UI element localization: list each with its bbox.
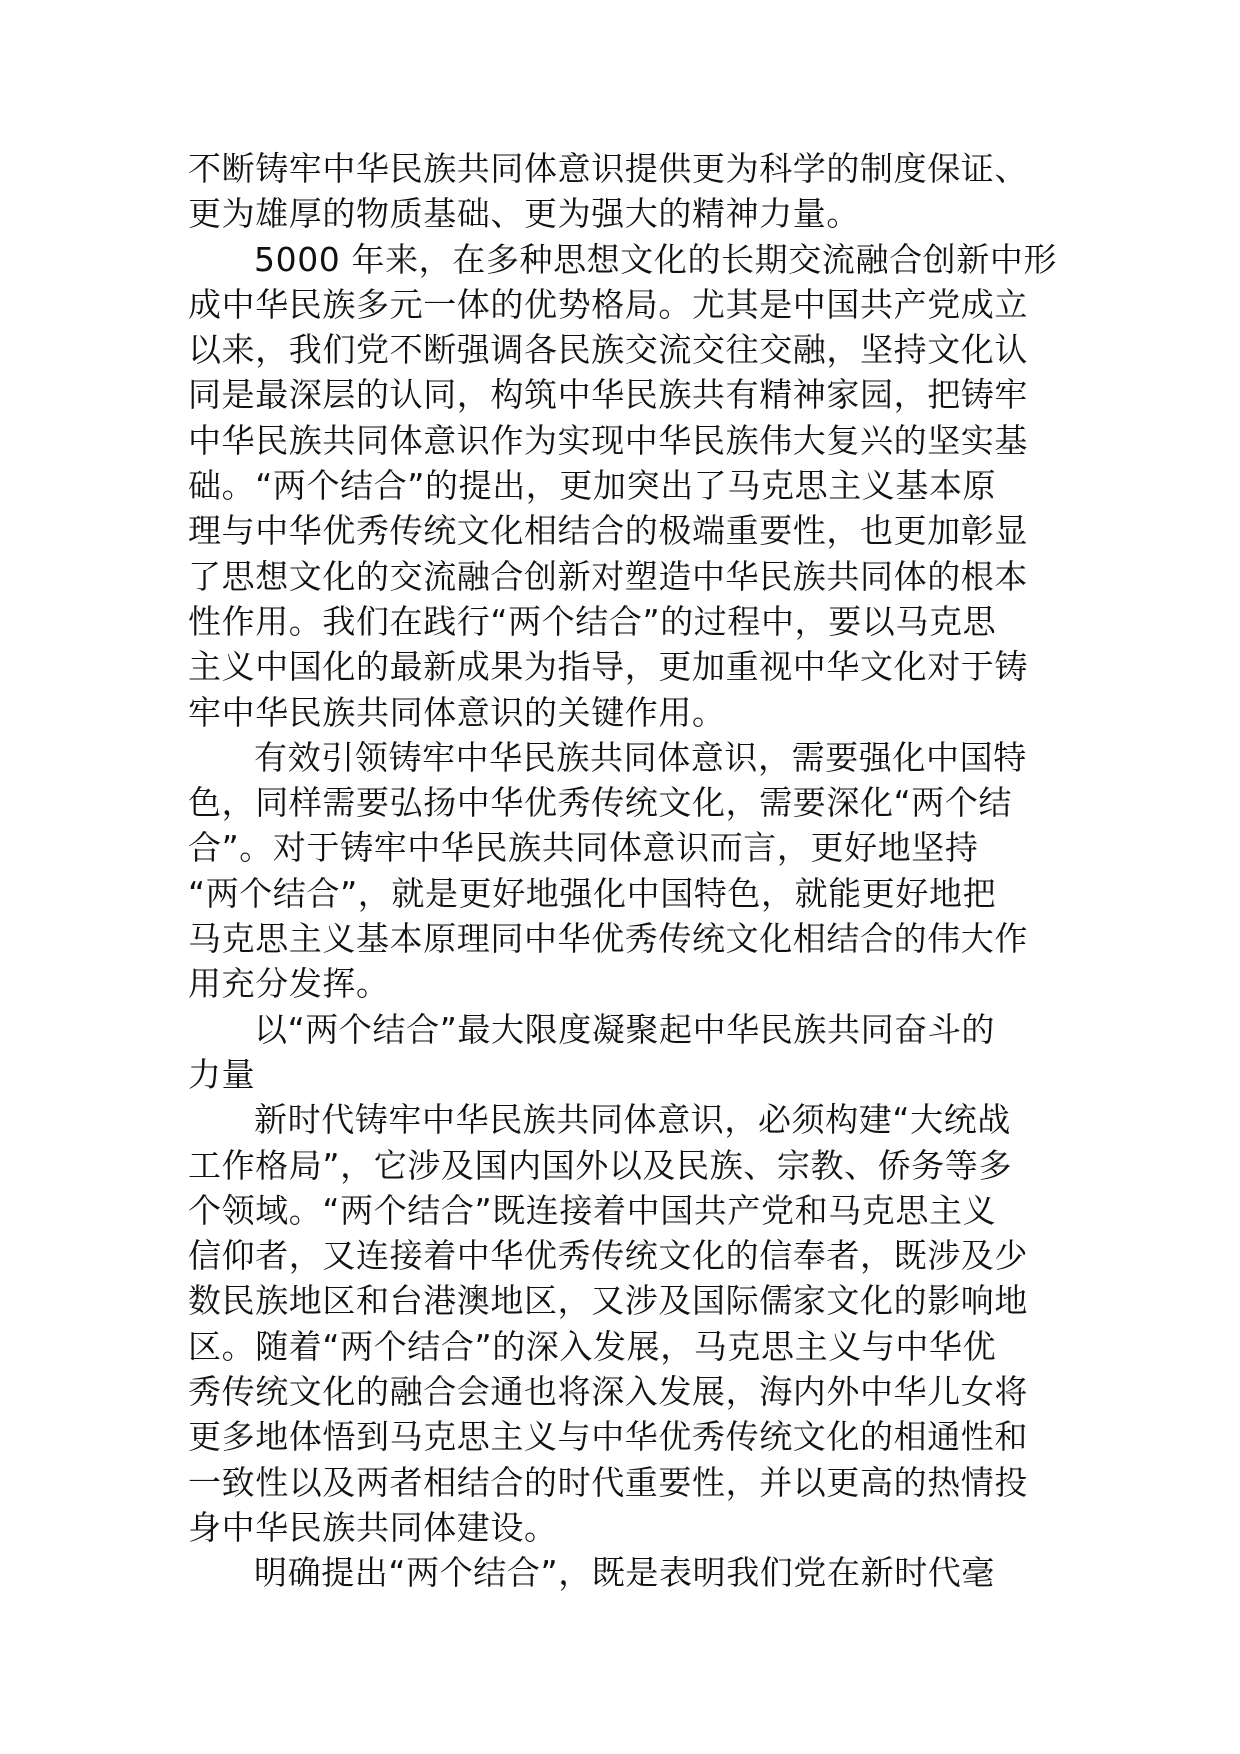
text-line: 区。随着“两个结合”的深入发展，马克思主义与中华优 <box>188 1326 997 1366</box>
text-line: 秀传统文化的融合会通也将深入发展，海内外中华儿女将 <box>188 1372 1028 1412</box>
text-line: “两个结合”，就是更好地强化中国特色，就能更好地把 <box>188 873 997 913</box>
text-line: 一致性以及两者相结合的时代重要性，并以更高的热情投 <box>188 1462 1028 1502</box>
text-line: 成中华民族多元一体的优势格局。尤其是中国共产党成立 <box>188 284 1028 324</box>
text-line: 色，同样需要弘扬中华优秀传统文化，需要深化“两个结 <box>188 783 1013 823</box>
text-line: 中华民族共同体意识作为实现中华民族伟大复兴的坚实基 <box>188 420 1028 460</box>
text-line: 新时代铸牢中华民族共同体意识，必须构建“大统战 <box>254 1100 1011 1140</box>
paragraph <box>188 1550 1050 1595</box>
text-line: 牢中华民族共同体意识的关键作用。 <box>188 692 726 732</box>
paragraph <box>188 1097 1050 1550</box>
text-line: 用充分发挥。 <box>188 964 390 1004</box>
text-line: 础。“两个结合”的提出，更加突出了马克思主义基本原 <box>188 466 997 506</box>
text-line: 工作格局”，它涉及国内国外以及民族、宗教、侨务等多 <box>188 1145 1013 1185</box>
text-line: 性作用。我们在践行“两个结合”的过程中，要以马克思 <box>188 601 997 641</box>
text-line: 明确提出“两个结合”，既是表明我们党在新时代毫 <box>254 1553 995 1593</box>
paragraph <box>188 1007 1050 1098</box>
text-line: 主义中国化的最新成果为指导，更加重视中华文化对于铸 <box>188 647 1028 687</box>
text-line: 更为雄厚的物质基础、更为强大的精神力量。 <box>188 194 860 234</box>
text-line: 身中华民族共同体建设。 <box>188 1507 558 1547</box>
text-line: 数民族地区和台港澳地区，又涉及国际儒家文化的影响地 <box>188 1281 1028 1321</box>
text-line: 有效引领铸牢中华民族共同体意识，需要强化中国特 <box>254 737 1027 777</box>
paragraph <box>188 237 1058 735</box>
text-line: 马克思主义基本原理同中华优秀传统文化相结合的伟大作 <box>188 919 1028 959</box>
text-line: 信仰者，又连接着中华优秀传统文化的信奉者，既涉及少 <box>188 1236 1028 1276</box>
text-line: 理与中华优秀传统文化相结合的极端重要性，也更加彰显 <box>188 511 1028 551</box>
text-line: 力量 <box>188 1054 256 1094</box>
text-line: 更多地体悟到马克思主义与中华优秀传统文化的相通性和 <box>188 1417 1028 1457</box>
text-line: 以来，我们党不断强调各民族交流交往交融，坚持文化认 <box>188 330 1028 370</box>
text-line: 同是最深层的认同，构筑中华民族共有精神家园，把铸牢 <box>188 375 1028 415</box>
text-line: 以“两个结合”最大限度凝聚起中华民族共同奋斗的 <box>254 1009 995 1049</box>
text-line: 个领域。“两个结合”既连接着中国共产党和马克思主义 <box>188 1190 997 1230</box>
text-line: 合”。对于铸牢中华民族共同体意识而言，更好地坚持 <box>188 828 979 868</box>
text-line: 了思想文化的交流融合创新对塑造中华民族共同体的根本 <box>188 556 1028 596</box>
text-line: 不断铸牢中华民族共同体意识提供更为科学的制度保证、 <box>188 149 1028 188</box>
paragraph <box>188 146 1050 237</box>
paragraph <box>188 735 1050 1007</box>
document-body-text <box>188 146 1058 1596</box>
text-line: 5000 年来，在多种思想文化的长期交流融合创新中形 <box>254 239 1058 279</box>
